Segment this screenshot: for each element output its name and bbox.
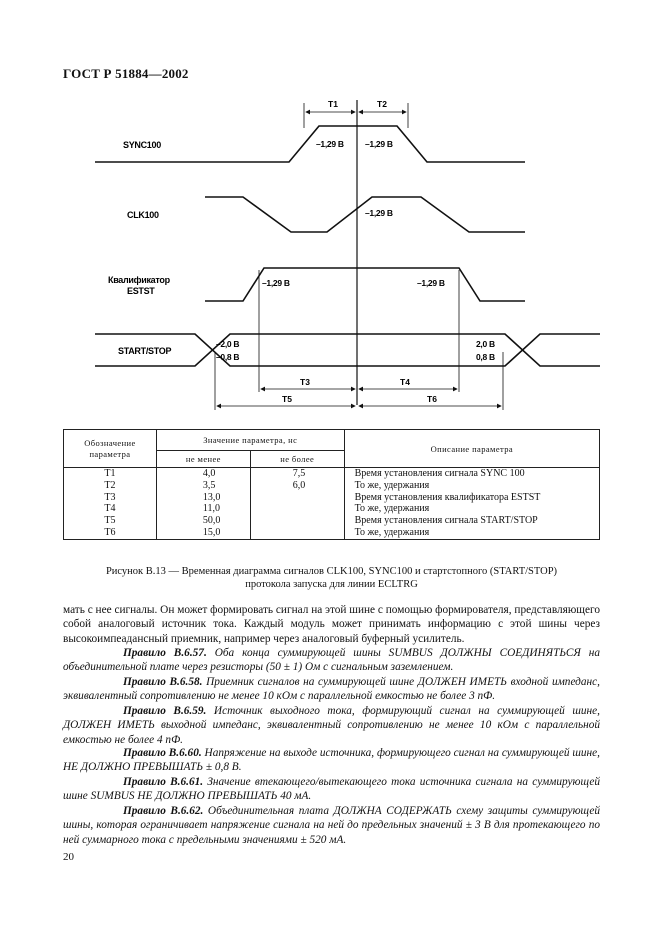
signal-label-startstop: START/STOP [118,346,172,356]
t3-label: T3 [300,377,310,387]
t2-label: T2 [377,99,387,109]
rule-b661-label: Правило В.6.61. [123,776,204,788]
signal-label-clk100: CLK100 [127,210,159,220]
table-cell-max: 7,5 [292,468,306,479]
table-cell-min: 15,0 [202,526,221,538]
sync100-level-right: –1,29 В [365,139,393,149]
page-number: 20 [63,851,74,863]
table-cell-min: 11,0 [202,503,221,515]
rule-b658-text: Приемник сигналов на суммирующей шине ДОЛЖЕН ИМЕТЬ входной импеданс, эквивалентный сопротивлению не менее 10 кОм с параллельной емкостью не более 3 пФ. [63,676,600,703]
signal-label-sync100: SYNC100 [123,140,161,150]
timing-diagram [0,0,661,425]
table-cell-min: 13,0 [202,491,221,503]
col-header-desc: Описание параметра [344,430,599,468]
table-cell-max: 6,0 [292,479,306,491]
table-cell-min: 4,0 [202,468,216,479]
rule-b659 [63,704,600,747]
table-cell-max [293,503,344,515]
table-cell-desc: То же, удержания [354,526,430,538]
table-cell-name: T4 [104,503,116,515]
t6-label: T6 [427,394,437,404]
startstop-level-low-right: 0,8 В [476,352,495,362]
rule-b662 [63,804,600,847]
startstop-level-high-right: 2,0 В [476,339,495,349]
table-cell-min: 50,0 [202,515,221,527]
figure-caption [63,565,600,591]
col-header-min: не менее [156,451,250,468]
estst-level-left: –1,29 В [262,278,290,288]
t4-label: T4 [400,377,410,387]
rule-b662-text: Объединительная плата ДОЛЖНА СОДЕРЖАТЬ схему защиты суммирующей шины, которая ограничивает напряжение сигнала на ней до предельных значений ± 3 В для протекающего по ней суммарного тока с предельными значениями ± 520 мА. [63,805,601,846]
table-cell-desc: То же, удержания [354,503,430,515]
column-descriptions [344,468,599,540]
rule-b658-label: Правило В.6.58. [123,676,203,688]
table-cell-max [293,527,344,539]
t5-label: T5 [282,394,292,404]
table-cell-name: T6 [104,526,116,538]
rule-b658 [63,675,600,704]
table-cell-name: T1 [104,468,116,479]
rule-b660-label: Правило В.6.60. [123,747,202,759]
table-cell-desc: То же, удержания [354,479,430,491]
col-header-max: не более [250,451,344,468]
estst-waveform [205,268,525,301]
table-cell-max [293,492,344,504]
table-cell-name: T5 [104,515,116,527]
rule-b660 [63,746,600,775]
sync100-level-left: –1,29 В [316,139,344,149]
table-cell-desc: Время установления квалификатора ESTST [354,491,541,503]
clk100-level: –1,29 В [365,208,393,218]
startstop-level-low-left: –0,8 В [216,352,240,362]
t1-label: T1 [328,99,338,109]
startstop-level-high-left: –2,0 В [216,339,240,349]
rule-b661 [63,775,600,804]
table-body [64,468,600,540]
table-cell-max [293,515,344,527]
rule-b661-text: Значение втекающего/вытекающего тока источника сигнала на суммирующей шине SUMBUS НЕ ДОЛЖНО ПРЕВЫШАТЬ 40 мА. [63,776,600,803]
estst-level-right: –1,29 В [417,278,445,288]
table-cell-desc: Время установления сигнала SYNC 100 [354,468,525,479]
signal-label-estst: ESTST [127,286,155,296]
table-cell-desc: Время установления сигнала START/STOP [354,515,538,527]
col-header-value: Значение параметра, нс [156,430,344,451]
document-header: ГОСТ Р 51884—2002 [63,66,189,81]
table-cell-name: T3 [104,491,116,503]
column-min-values [156,468,250,540]
table-cell-min: 3,5 [202,479,216,491]
signal-label-qualifier: Квалификатор [108,275,170,285]
rule-b662-label: Правило В.6.62. [123,805,204,817]
parameter-table [63,429,600,540]
startstop-upper-right [487,334,600,366]
paragraph-continuation: мать с нее сигналы. Он может формировать сигнал на этой шине с помощью формирователя, представляющего собой аналоговый источник тока. Каждый модуль может принимать информацию с этой шины через высокоимпеадансный приемник, например через аналоговый буферный усилитель. [63,604,600,645]
startstop-lower-right [487,334,600,366]
rule-b657 [63,646,600,675]
caption-line-1: Рисунок В.13 — Временная диаграмма сигналов CLK100, SYNC100 и стартстопного (START/STOP) [105,566,558,577]
rule-b657-label: Правило В.6.57. [123,647,207,659]
column-max-values [250,468,344,540]
col-header-name: Обозначение параметра [64,430,157,468]
rule-b659-text: Источник выходного тока, формирующий сигнал на суммирующей шине, ДОЛЖЕН ИМЕТЬ выходной импеданс, эквивалентный сопротивлению не менее 10 кОм с параллельной емкостью не более 4 пФ. [63,705,600,746]
caption-line-2: протокола запуска для линии ECLTRG [245,579,418,590]
rule-b659-label: Правило В.6.59. [123,705,207,717]
rule-b657-text: Оба конца суммирующей шины SUMBUS ДОЛЖНЫ СОЕДИНЯТЬСЯ на объединительной плате через резисторы (50 ± 1) Ом с сигнальным заземлением. [63,647,600,674]
column-names [64,468,157,540]
table-cell-name: T2 [104,479,116,491]
rule-b660-text: Напряжение на выходе источника, формирующего сигнал на суммирующей шине, НЕ ДОЛЖНО ПРЕВЫШАТЬ ± 0,8 В. [63,747,601,774]
